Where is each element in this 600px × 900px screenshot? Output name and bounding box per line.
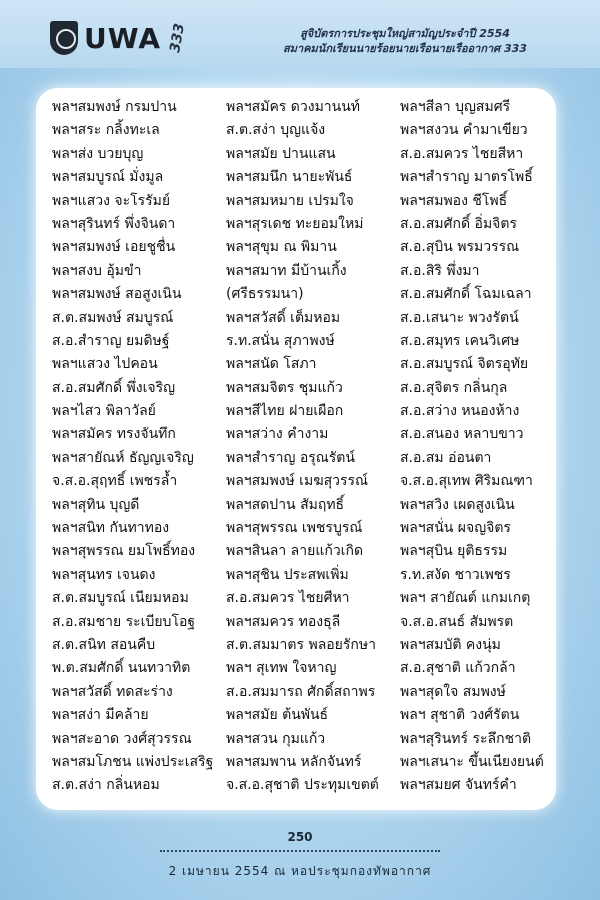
name-entry: จ.ส.อ.สุเทพ ศิริมณฑา [400, 473, 533, 490]
name-entry: พลฯสุรเดช ทะยอมใหม่ [226, 215, 364, 232]
name-entry: ส.อ.สมบูรณ์ จิตรอุทัย [400, 356, 529, 373]
name-entry: ส.อ.เสนาะ พวงรัตน์ [400, 309, 519, 326]
name-entry: ส.อ.สมศักดิ์ พึ่งเจริญ [52, 379, 176, 396]
name-entry: พลฯสวัสดิ์ ทดสะร่าง [52, 683, 173, 700]
name-entry: ส.อ.สว่าง หนองห้าง [400, 403, 520, 420]
name-entry: พลฯสนั่น ผจญจิตร [400, 520, 511, 537]
name-entry: พลฯสมจิตร ชุมแก้ว [226, 379, 343, 396]
name-entry: พลฯสง่า มีคล้าย [52, 707, 149, 724]
shield-icon [50, 21, 78, 55]
name-entry: ส.อ.สมควร ไชยสีหา [400, 145, 524, 162]
footer-divider [160, 850, 440, 852]
name-entry: พลฯสะอาด วงศ์สุวรรณ [52, 730, 192, 747]
name-entry: พลฯส่ง บวยบุญ [52, 145, 144, 162]
name-entry: พ.ต.สมศักดิ์ นนทวาทิต [52, 660, 191, 677]
name-entry: ส.อ.สุชาติ แก้วกล้า [400, 660, 516, 677]
name-entry: พลฯสมบัติ คงนุ่ม [400, 636, 501, 653]
name-entry: จ.ส.อ.สุฤทธิ์ เพชรล้ำ [52, 473, 178, 490]
name-entry: ส.อ.สมควร ไชยศีหา [226, 590, 350, 607]
name-entry: ส.อ.สมศักดิ์ อิ่มจิตร [400, 215, 517, 232]
name-entry: พลฯสงบ อุ้มขำ [52, 262, 142, 279]
name-entry: พลฯสมโภชน แพ่งประเสริฐ [52, 753, 214, 770]
name-entry: ร.ท.สงัด ชาวเพชร [400, 566, 511, 583]
name-entry: ส.อ.สม อ่อนตา [400, 449, 492, 466]
name-entry: พลฯสมพงษ์ สอสูงเนิน [52, 286, 182, 303]
name-list [52, 96, 552, 808]
name-entry: ส.อ.สมศักดิ์ โฉมเฉลา [400, 286, 532, 303]
name-column-2 [226, 96, 379, 798]
name-entry: พลฯสระ กลิ้งทะเล [52, 122, 160, 139]
logo-number: 333 [167, 22, 189, 54]
name-entry: ส.อ.สมุทร เคนวิเศษ [400, 332, 520, 349]
name-entry: ส.อ.สมชาย ระเบียบโอฐ [52, 613, 196, 630]
name-entry: พลฯสมัคร ดวงมานนท์ [226, 99, 361, 115]
footer-date-venue: 2 เมษายน 2554 ณ หอประชุมกองทัพอากาศ [168, 864, 432, 878]
name-entry: พลฯสวน กุมแก้ว [226, 730, 326, 747]
name-entry: พลฯสมพงษ์ เมฆสุวรรณ์ [226, 473, 369, 490]
name-entry: พลฯแสวง จะโรรัมย์ [52, 192, 171, 209]
name-entry: จ.ส.อ.สุชาติ ประทุมเขตต์ [226, 777, 379, 794]
name-entry: พลฯสำราญ มาตรโพธิ์ [400, 169, 533, 186]
name-entry: พลฯสีลา บุญสมศรี [400, 99, 511, 115]
name-entry: ส.ต.สง่า บุญแจ้ง [226, 122, 326, 139]
name-entry: พลฯสมยศ จันทร์คำ [400, 777, 517, 794]
name-entry: พลฯสวัสดิ์ เต็มหอม [226, 309, 341, 326]
name-entry: พลฯสมพงษ์ เอยชูชื่น [52, 239, 176, 256]
name-entry: พลฯสงวน คำมาเขียว [400, 122, 528, 139]
name-entry: พลฯสวิง เผดสูงเนิน [400, 496, 515, 513]
name-entry: จ.ส.อ.สนธ์ สัมพรต [400, 613, 514, 630]
name-entry: พลฯ สุชาติ วงศ์รัตน [400, 707, 520, 724]
logo-text: UWA [84, 21, 162, 55]
name-entry: พลฯสุพรรณ เพชรบูรณ์ [226, 520, 363, 537]
name-entry: พลฯสุนทร เจนดง [52, 566, 156, 583]
name-entry: พลฯสดปาน สัมฤทธิ์ [226, 496, 345, 513]
page-number: 250 [287, 830, 313, 844]
name-entry: พลฯสว่าง คำงาม [226, 426, 329, 443]
name-entry: พลฯแสวง ไปคอน [52, 356, 158, 373]
name-column-3 [400, 96, 544, 798]
name-entry: ส.อ.สุจิตร กลิ่นกุล [400, 379, 508, 396]
name-column-1 [52, 96, 213, 798]
name-entry: ส.ต.สง่า กลิ่นหอม [52, 777, 160, 794]
header-title-line2: สมาคมนักเรียนนายร้อยนายเรือนายเรืออากาศ 333 [283, 42, 527, 55]
name-entry: พลฯสมบูรณ์ มั่งมูล [52, 169, 164, 186]
name-entry: ส.อ.สำราญ ยมดิษฐ์ [52, 332, 170, 349]
name-entry: พลฯสุชิน ประสพเพิ่ม [226, 566, 349, 583]
name-entry: ส.อ.สิริ พึ่งมา [400, 262, 480, 279]
name-entry: ส.อ.สนอง หลาบขาว [400, 426, 524, 443]
name-entry: พลฯไสว พิลาวัลย์ [52, 403, 156, 420]
name-entry: ส.ต.สนิท สอนคืบ [52, 636, 156, 653]
name-entry: ร.ท.สนั่น สุภาพงษ์ [226, 332, 335, 349]
name-entry: พลฯเสนาะ ขึ้นเนียงยนต์ [400, 753, 544, 770]
name-entry: พลฯสมพาน หลักจันทร์ [226, 753, 362, 770]
name-entry: พลฯสุบิน ยุติธรรม [400, 543, 508, 560]
name-entry: (ศรีธรรมนา) [226, 286, 304, 303]
name-entry: พลฯสมควร ทองธุลี [226, 613, 341, 630]
logo [50, 18, 192, 58]
name-entry: พลฯสมพงษ์ กรมปาน [52, 99, 177, 115]
name-entry: พลฯสนิท กันทาทอง [52, 520, 170, 537]
name-entry: พลฯสมัย ต้นพันธ์ [226, 707, 329, 724]
name-entry: พลฯสมพอง ชีโพธิ์ [400, 192, 508, 209]
name-entry: พลฯสายัณห์ ธัญญเจริญ [52, 449, 194, 466]
name-entry: พลฯสมนึก นายะพันธ์ [226, 169, 353, 186]
name-entry: พลฯสมัคร ทรงจันทึก [52, 426, 176, 443]
name-entry: พลฯสุพรรณ ยมโพธิ์ทอง [52, 543, 196, 560]
name-entry: พลฯสมัย ปานแสน [226, 145, 336, 162]
name-entry: พลฯสุรินทร์ ระลึกชาติ [400, 730, 532, 747]
name-entry: พลฯสุขุม ณ พิมาน [226, 239, 337, 256]
name-entry: ส.ต.สมบูรณ์ เนียมหอม [52, 590, 189, 607]
name-entry: พลฯสมาท มีบ้านเกิ้ง [226, 262, 347, 279]
name-entry: ส.ต.สมพงษ์ สมบูรณ์ [52, 309, 174, 326]
name-entry: ส.ต.สมมาตร พลอยรักษา [226, 636, 376, 653]
name-entry: พลฯสนัด โสภา [226, 356, 317, 373]
page-header [0, 0, 600, 68]
name-entry: พลฯสำราญ อรุณรัตน์ [226, 449, 355, 466]
name-entry: พลฯสีไทย ฝายเผือก [226, 403, 344, 420]
header-title [240, 26, 570, 56]
name-entry: พลฯสุรินทร์ พึ่งจินดา [52, 215, 176, 232]
name-entry: พลฯ สายัณต์ แกมเกตุ [400, 590, 531, 607]
name-entry: พลฯสมหมาย เปรมใจ [226, 192, 354, 209]
name-entry: พลฯ สุเทพ ใจหาญ [226, 660, 337, 677]
header-title-line1: สูจิบัตรการประชุมใหญ่สามัญประจำปี 2554 [300, 27, 510, 40]
name-entry: ส.อ.สุบิน พรมวรรณ [400, 239, 520, 256]
name-entry: ส.อ.สมมารถ ศักดิ์สถาพร [226, 683, 376, 700]
name-entry: พลฯสุทิน บุญดี [52, 496, 140, 513]
name-entry: พลฯสุดใจ สมพงษ์ [400, 683, 506, 700]
name-entry: พลฯสินลา ลายแก้วเกิด [226, 543, 364, 560]
